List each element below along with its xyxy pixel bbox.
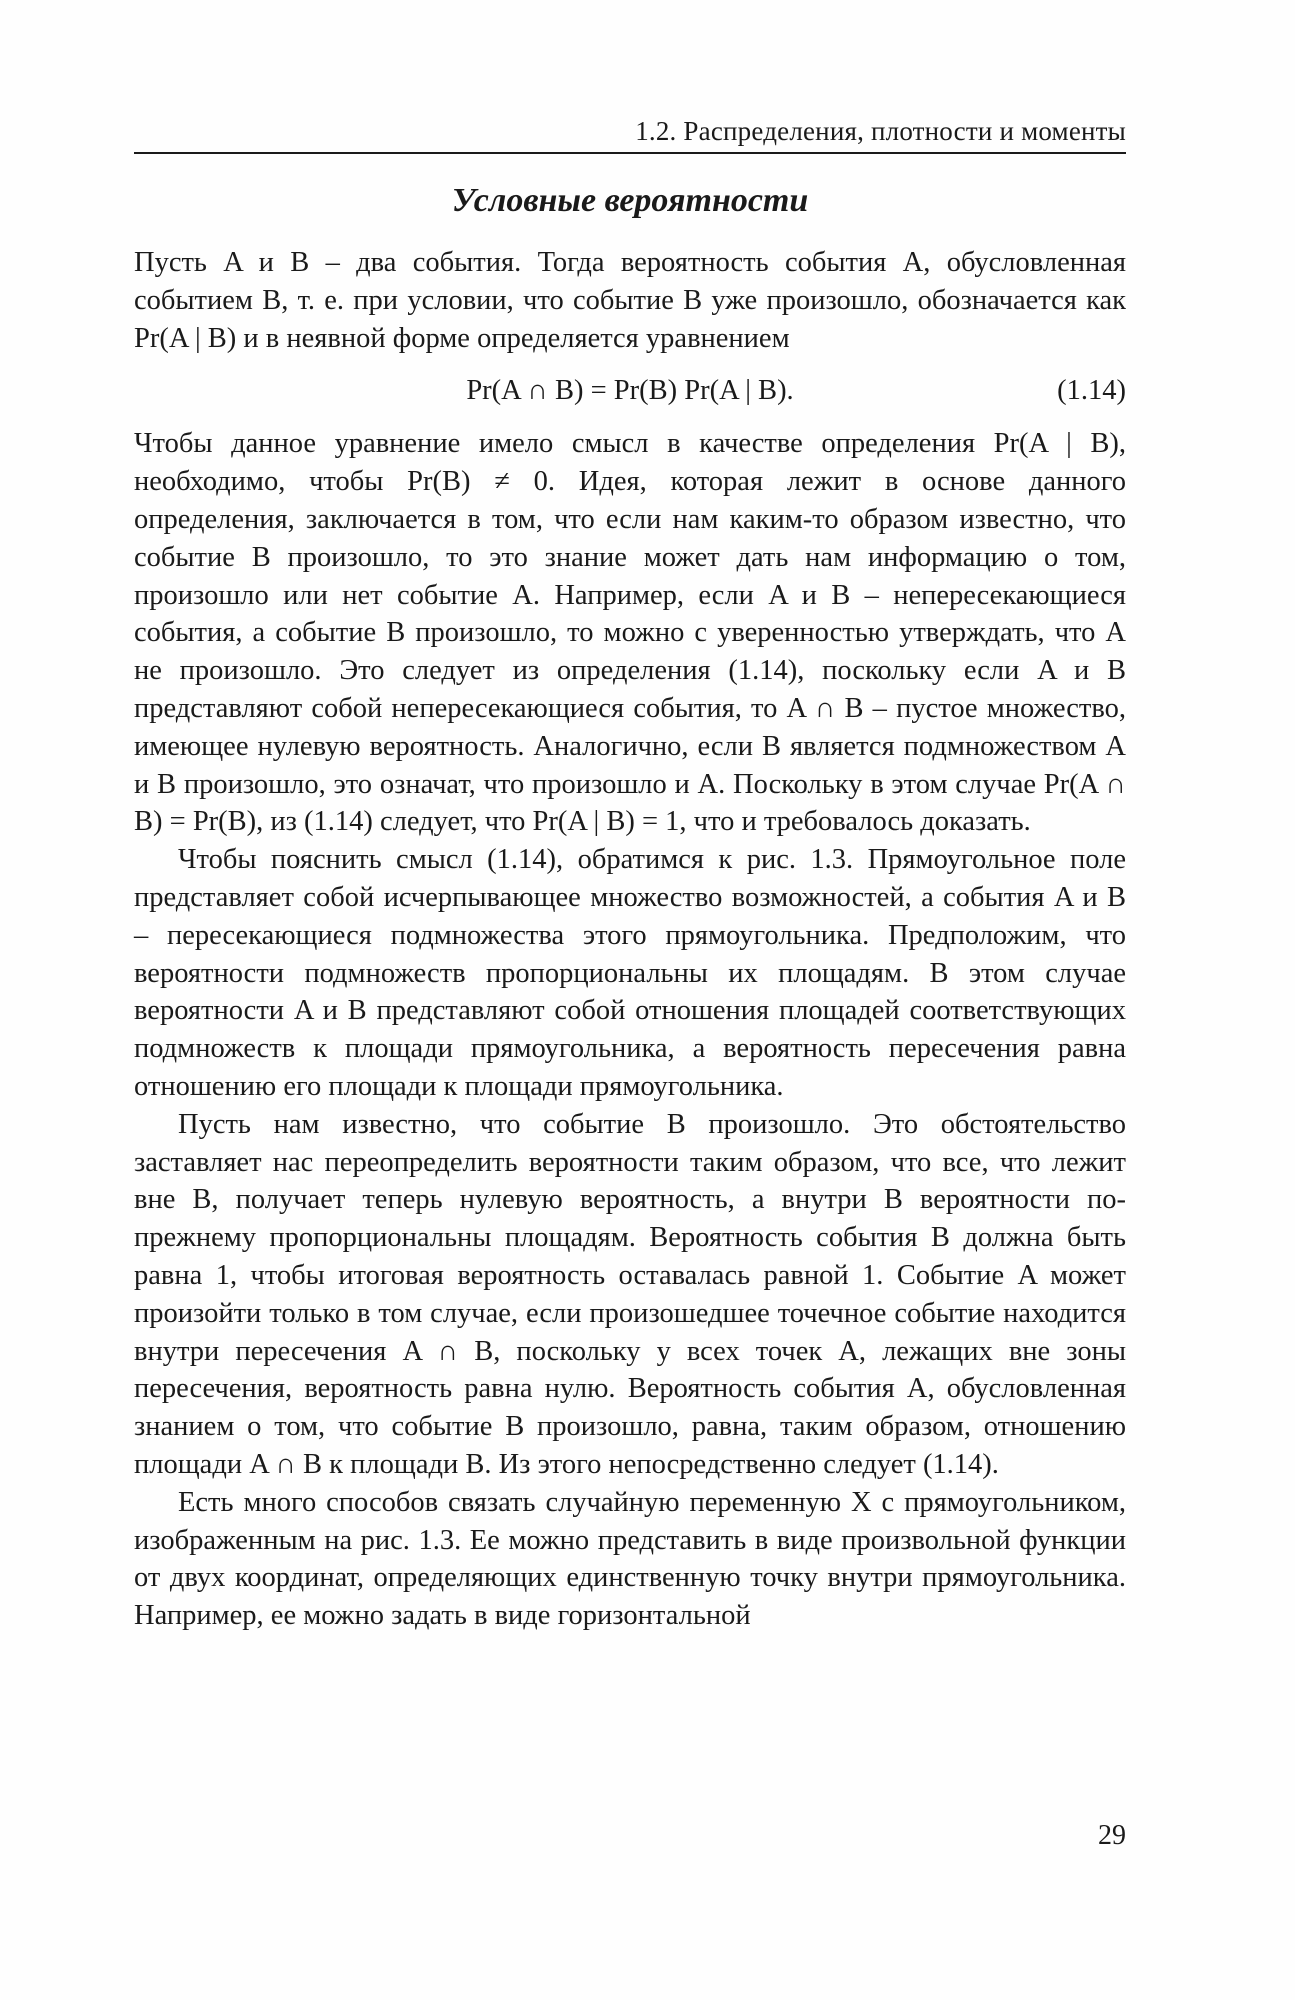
running-header: 1.2. Распределения, плотности и моменты [635,116,1126,146]
header-rule [134,152,1126,154]
section-title: Условные вероятности [451,182,809,219]
body-text [134,244,1126,1635]
equation-1-14 [134,357,1126,425]
paragraph-event-b-occurred: Пусть нам известно, что событие B произошло. Это обстоятельство заставляет нас переопределить вероятности таким образом, что все, что лежит вне B, получает теперь нулевую вероятность, а внутри B вероятности по-прежнему пропорциональны площадям. Вероятность события B должна быть равна 1, чтобы итоговая вероятность оставалась равной 1. Событие A может произойти только в том случае, если произошедшее точечное событие находится внутри пересечения A ∩ B, поскольку у всех точек A, лежащих вне зоны пересечения, вероятность равна нулю. Вероятность события A, обусловленная знанием о том, что событие B произошло, равна, таким образом, отношению площади A ∩ B к площади B. Из этого непосредственно следует (1.14). [134,1108,1126,1480]
equation-body: Pr(A ∩ B) = Pr(B) Pr(A | B). [466,375,794,407]
paragraph-definition-meaning: Чтобы данное уравнение имело смысл в качестве определения Pr(A | B), необходимо, чтобы Pr(B) ≠ 0. Идея, которая лежит в основе данного определения, заключается в том, что если нам каким-то образом известно, что событие B произошло, то это знание может дать нам информацию о том, произошло или нет событие A. Например, если A и B – непересекающиеся события, а событие B произошло, то можно с уверенностью утверждать, что A не произошло. Это следует из определения (1.14), поскольку если A и B представляют собой непересекающиеся события, то A ∩ B – пустое множество, имеющее нулевую вероятность. Аналогично, если B является подмножеством A и B произошло, это означат, что произошло и A. Поскольку в этом случае Pr(A ∩ B) = Pr(B), из (1.14) следует, что Pr(A | B) = 1, что и требовалось доказать. [134,428,1126,838]
paragraph-random-variable: Есть много способов связать случайную переменную X с прямоугольником, изображенным на рис. 1.3. Ее можно представить в виде произвольной функции от двух координат, определяющих единственную точку внутри прямоугольника. Например, ее можно задать в виде горизонтальной [134,1486,1126,1632]
page-number: 29 [1098,1820,1126,1851]
equation-number: (1.14) [1057,375,1126,407]
paragraph-figure-explanation: Чтобы пояснить смысл (1.14), обратимся к рис. 1.3. Прямоугольное поле представляет собой исчерпывающее множество возможностей, а события A и B – пересекающиеся подмножества этого прямоугольника. Предположим, что вероятности подмножеств пропорциональны их площадям. В этом случае вероятности A и B представляют собой отношения площадей соответствующих подмножеств к площади прямоугольника, а вероятность пересечения равна отношению его площади к площади прямоугольника. [134,844,1126,1102]
paragraph-intro: Пусть A и B – два события. Тогда вероятность события A, обусловленная событием B, т. е. при условии, что событие B уже произошло, обозначается как Pr(A | B) и в неявной форме определяется уравнением [134,247,1126,354]
